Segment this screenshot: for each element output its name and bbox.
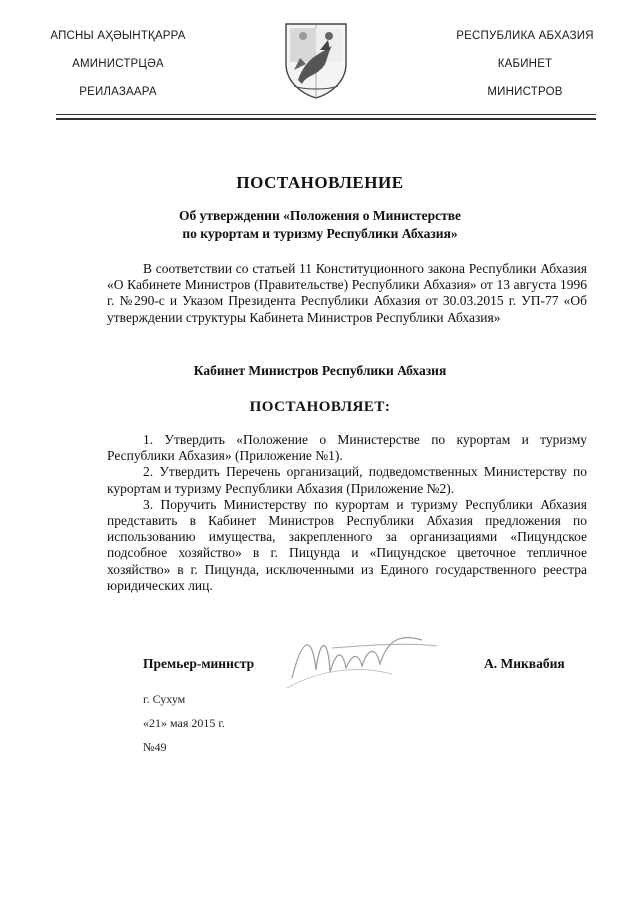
resolution-item-3: 3. Поручить Министерству по курортам и туризму Республики Абхазия представить в Кабинет Министров Республики Абхазия предложения по использованию имущества, закрепленного за организациями «Пицундское подсобное хозяйство» в г. Пицунда и «Пицундское цветочное тепличное хозяйство» в г. Пицунда, исключенными из Единого государственного реестра юридических лиц. (107, 496, 587, 593)
resolves-heading: ПОСТАНОВЛЯЕТ: (249, 399, 391, 415)
header-divider-thick (56, 118, 596, 120)
handwritten-signature-icon (272, 608, 452, 698)
header-right-line-1: РЕСПУБЛИКА АБХАЗИЯ (456, 30, 594, 42)
issuing-authority: Кабинет Министров Республики Абхазия (193, 363, 447, 378)
resolution-item-1: 1. Утвердить «Положение о Министерстве по курортам и туризму Республики Абхазия» (Приложение №1). (107, 432, 587, 464)
document-subject (0, 207, 640, 243)
signatory-position: Премьер-министр (143, 656, 255, 671)
signatory-name: А. Миквабия (484, 656, 565, 671)
header-divider-thin (56, 114, 596, 115)
resolution-item-2: 2. Утвердить Перечень организаций, подведомственных Министерству по курортам и туризму Республики Абхазия (Приложение №2). (107, 464, 587, 496)
header-right-line-3: МИНИСТРОВ (487, 86, 563, 98)
header-left-abkhaz (18, 28, 218, 112)
header-left-line-3: РЕИЛАЗААРА (79, 86, 157, 98)
preamble-paragraph: В соответствии со статьей 11 Конституционного закона Республики Абхазия «О Кабинете Министров (Правительстве) Республики Абхазия» от 13 августа 1996 г. №290-с и Указом Президента Республики Абхазия от 30.03.2015 г. УП-77 «Об утверждении структуры Кабинета Министров Республики Абхазия» (107, 261, 587, 325)
issue-place: г. Сухум (143, 692, 186, 706)
header-left-line-1: АПСНЫ АҲӘЫНТҚАРРА (50, 30, 186, 42)
issue-date: «21» мая 2015 г. (143, 716, 225, 730)
document-title: ПОСТАНОВЛЕНИЕ (236, 173, 404, 192)
state-emblem-icon (280, 20, 352, 100)
subject-line-1: Об утверждении «Положения о Министерстве (179, 208, 461, 223)
resolution-items (107, 432, 587, 594)
document-number: №49 (143, 740, 167, 754)
header-right-russian (425, 28, 625, 112)
subject-line-2: по курортам и туризму Республики Абхазия» (182, 226, 458, 241)
header-left-line-2: АМИНИСТРЦӘА (72, 58, 164, 70)
header-right-line-2: КАБИНЕТ (497, 58, 553, 70)
